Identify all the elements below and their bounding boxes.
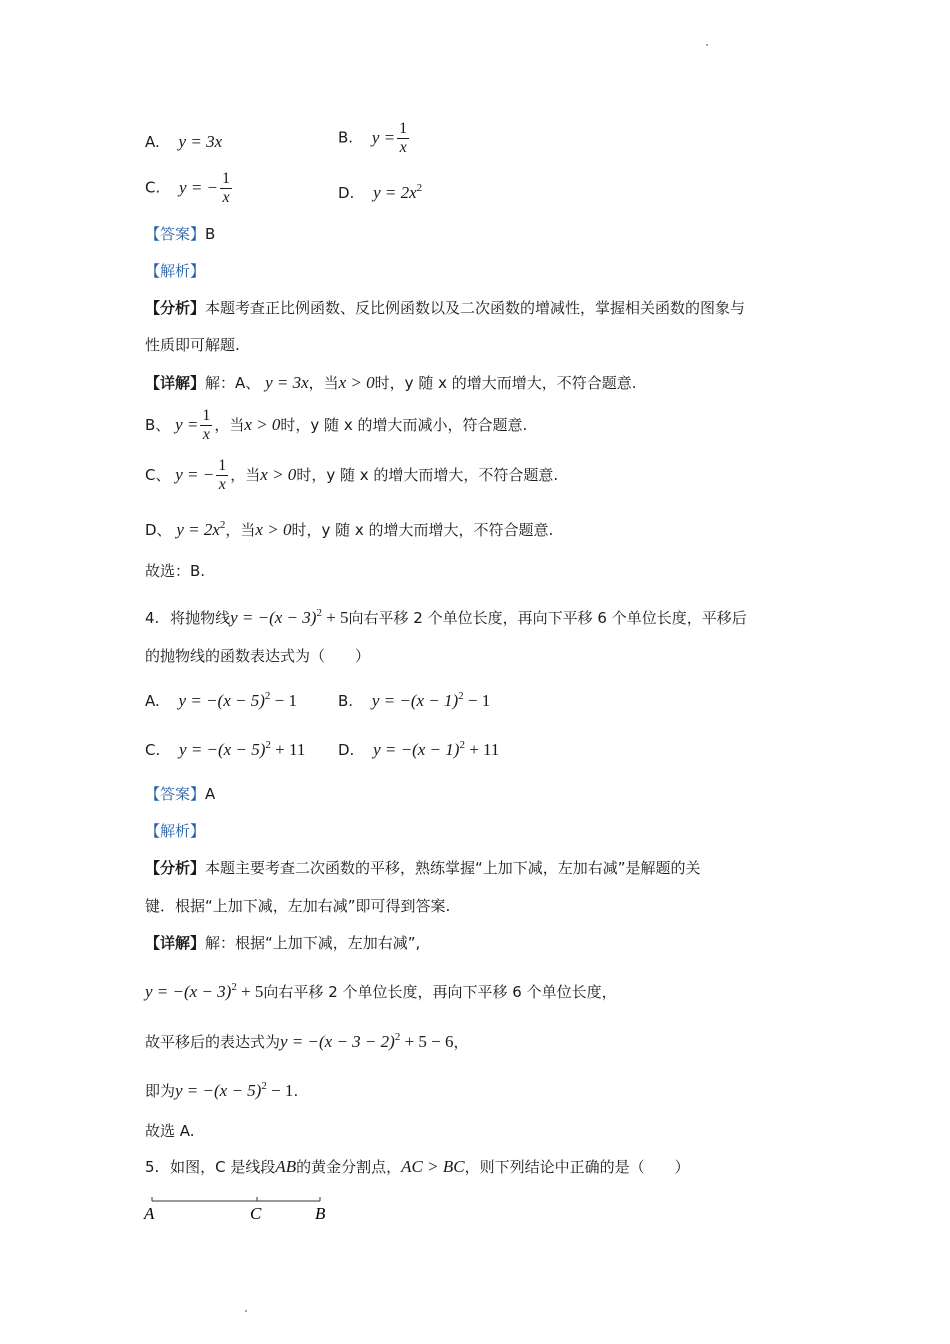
q3-conclusion: 故选：B. [145,562,206,580]
fraction: $\frac{1}{x}$ [218,457,227,493]
q4-option-d: D. $y = -(x - 1)^2 + 11$ [338,739,500,759]
q4-analysis-heading: 【解析】 [145,822,206,840]
q3-detail-b: B、 y = $\frac{1}{x}$ ，当x > 0时，y 随 x 的增大而减小，符合题意. [145,407,528,443]
q4-detail-line3: 故平移后的表达式为$y = -(x - 3 - 2)^2 + 5 - 6$， [145,1031,469,1051]
q4-option-c: C. $y = -(x - 5)^2 + 11$ [145,739,306,759]
page-mark-bottom [245,1310,247,1312]
q4-option-a: A. $y = -(x - 5)^2 - 1$ [145,690,297,710]
q4-detail-line4: 即为$y = -(x - 5)^2 - 1$. [145,1080,299,1100]
q3-option-c: C. y = − $\frac{1}{x}$ [145,170,231,206]
fraction: $\frac{1}{x}$ [222,170,231,206]
q3-detail-c: C、 y = − $\frac{1}{x}$ ，当x > 0时，y 随 x 的增大而增大，不符合题意. [145,457,559,493]
q4-conclusion: 故选 A. [145,1122,195,1140]
q3-option-d: D. $y = 2x^2$ [338,182,423,202]
q3-fenxi-line2: 性质即可解题. [145,336,240,354]
q3-analysis-heading: 【解析】 [145,262,206,280]
q4-fenxi-line2: 键．根据“上加下减，左加右减”即可得到答案. [145,897,451,915]
q4-fenxi-line1: 【分析】本题主要考查二次函数的平移，熟练掌握“上加下减，左加右减”是解题的关 [145,859,701,877]
q5-stem: 5. 如图，C 是线段AB的黄金分割点，AC > BC，则下列结论中正确的是（ ） [145,1157,690,1176]
segment-figure [140,1192,340,1232]
q4-detail-line1: 【详解】解：根据“上加下减，左加右减”, [145,934,421,952]
q4-detail-line2: $y = -(x - 3)^2 + 5$向右平移 2 个单位长度，再向下平移 6 个单位长度， [145,981,617,1001]
q4-answer: 【答案】A [145,785,216,803]
q3-answer: 【答案】B [145,225,216,243]
label-c: C [250,1204,262,1223]
page-mark-top [706,44,708,46]
q4-stem-line2: 的抛物线的函数表达式为（ ） [145,647,371,665]
q3-detail-d: D、 $y = 2x^2$，当x > 0时，y 随 x 的增大而增大，不符合题意. [145,519,554,539]
q4-stem-line1: 4. 将抛物线$y = -(x - 3)^2 + 5$向右平移 2 个单位长度，再向下平移 6 个单位长度，平移后 [145,607,747,627]
q3-option-a: A. y = 3x [145,132,223,151]
fraction: $\frac{1}{x}$ [202,407,211,443]
q3-detail-a: 【详解】解：A、 y = 3x，当x > 0时，y 随 x 的增大而增大，不符合题意. [145,373,637,392]
q3-fenxi-line1: 【分析】本题考查正比例函数、反比例函数以及二次函数的增减性，掌握相关函数的图象与 [145,299,746,317]
q4-option-b: B. $y = -(x - 1)^2 - 1$ [338,690,491,710]
label-b: B [315,1204,326,1223]
q3-option-b: B. y = $\frac{1}{x}$ [338,120,408,156]
label-a: A [144,1204,155,1223]
fraction: $\frac{1}{x}$ [399,120,408,156]
